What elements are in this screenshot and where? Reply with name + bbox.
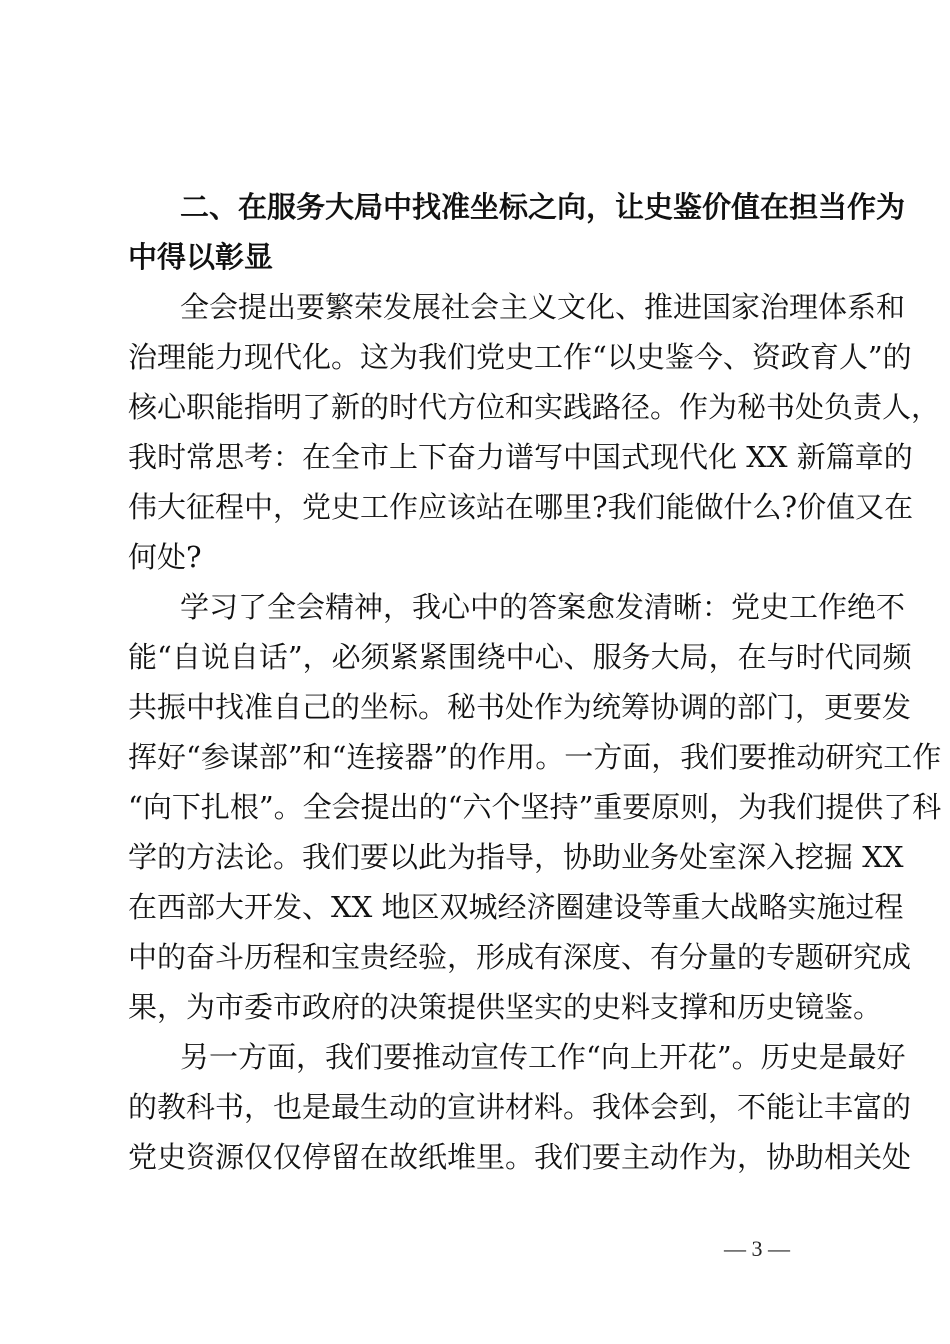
text-line: “向下扎根”。全会提出的“六个坚持”重要原则，为我们提供了科 <box>128 790 942 824</box>
text-line: 挥好“参谋部”和“连接器”的作用。一方面，我们要推动研究工作 <box>128 740 942 774</box>
section-heading <box>128 182 906 282</box>
paragraph <box>128 282 941 582</box>
page-number: — 3 — <box>724 1236 790 1261</box>
text-line: 全会提出要繁荣发展社会主义文化、推进国家治理体系和 <box>180 290 906 324</box>
paragraph <box>128 582 942 1032</box>
text-line: 的教科书，也是最生动的宣讲材料。我体会到，不能让丰富的 <box>128 1090 912 1124</box>
paragraph <box>128 1032 912 1182</box>
text-line: 核心职能指明了新的时代方位和实践路径。作为秘书处负责人， <box>128 390 941 424</box>
text-line: 学的方法论。我们要以此为指导，协助业务处室深入挖掘 XX <box>128 840 904 874</box>
text-line: 学习了全会精神，我心中的答案愈发清晰：党史工作绝不 <box>180 590 906 624</box>
text-line: 治理能力现代化。这为我们党史工作“以史鉴今、资政育人”的 <box>128 340 912 374</box>
document-body <box>128 182 942 1182</box>
text-line: 我时常思考：在全市上下奋力谱写中国式现代化 XX 新篇章的 <box>128 440 913 474</box>
text-line: 伟大征程中，党史工作应该站在哪里?我们能做什么?价值又在 <box>128 490 914 524</box>
text-line: 在西部大开发、XX 地区双城经济圈建设等重大战略实施过程 <box>128 890 904 924</box>
text-line: 中得以彰显 <box>128 240 274 274</box>
text-line: 中的奋斗历程和宝贵经验，形成有深度、有分量的专题研究成 <box>128 940 912 974</box>
text-line: 何处? <box>128 540 202 574</box>
text-line: 党史资源仅仅停留在故纸堆里。我们要主动作为，协助相关处 <box>128 1140 912 1174</box>
text-line: 能“自说自话”，必须紧紧围绕中心、服务大局，在与时代同频 <box>128 640 912 674</box>
text-line: 共振中找准自己的坐标。秘书处作为统筹协调的部门，更要发 <box>128 690 912 724</box>
text-line: 另一方面，我们要推动宣传工作“向上开花”。历史是最好 <box>180 1040 906 1074</box>
text-line: 二、在服务大局中找准坐标之向，让史鉴价值在担当作为 <box>180 190 906 224</box>
text-line: 果，为市委市政府的决策提供坚实的史料支撑和历史镜鉴。 <box>128 990 883 1024</box>
